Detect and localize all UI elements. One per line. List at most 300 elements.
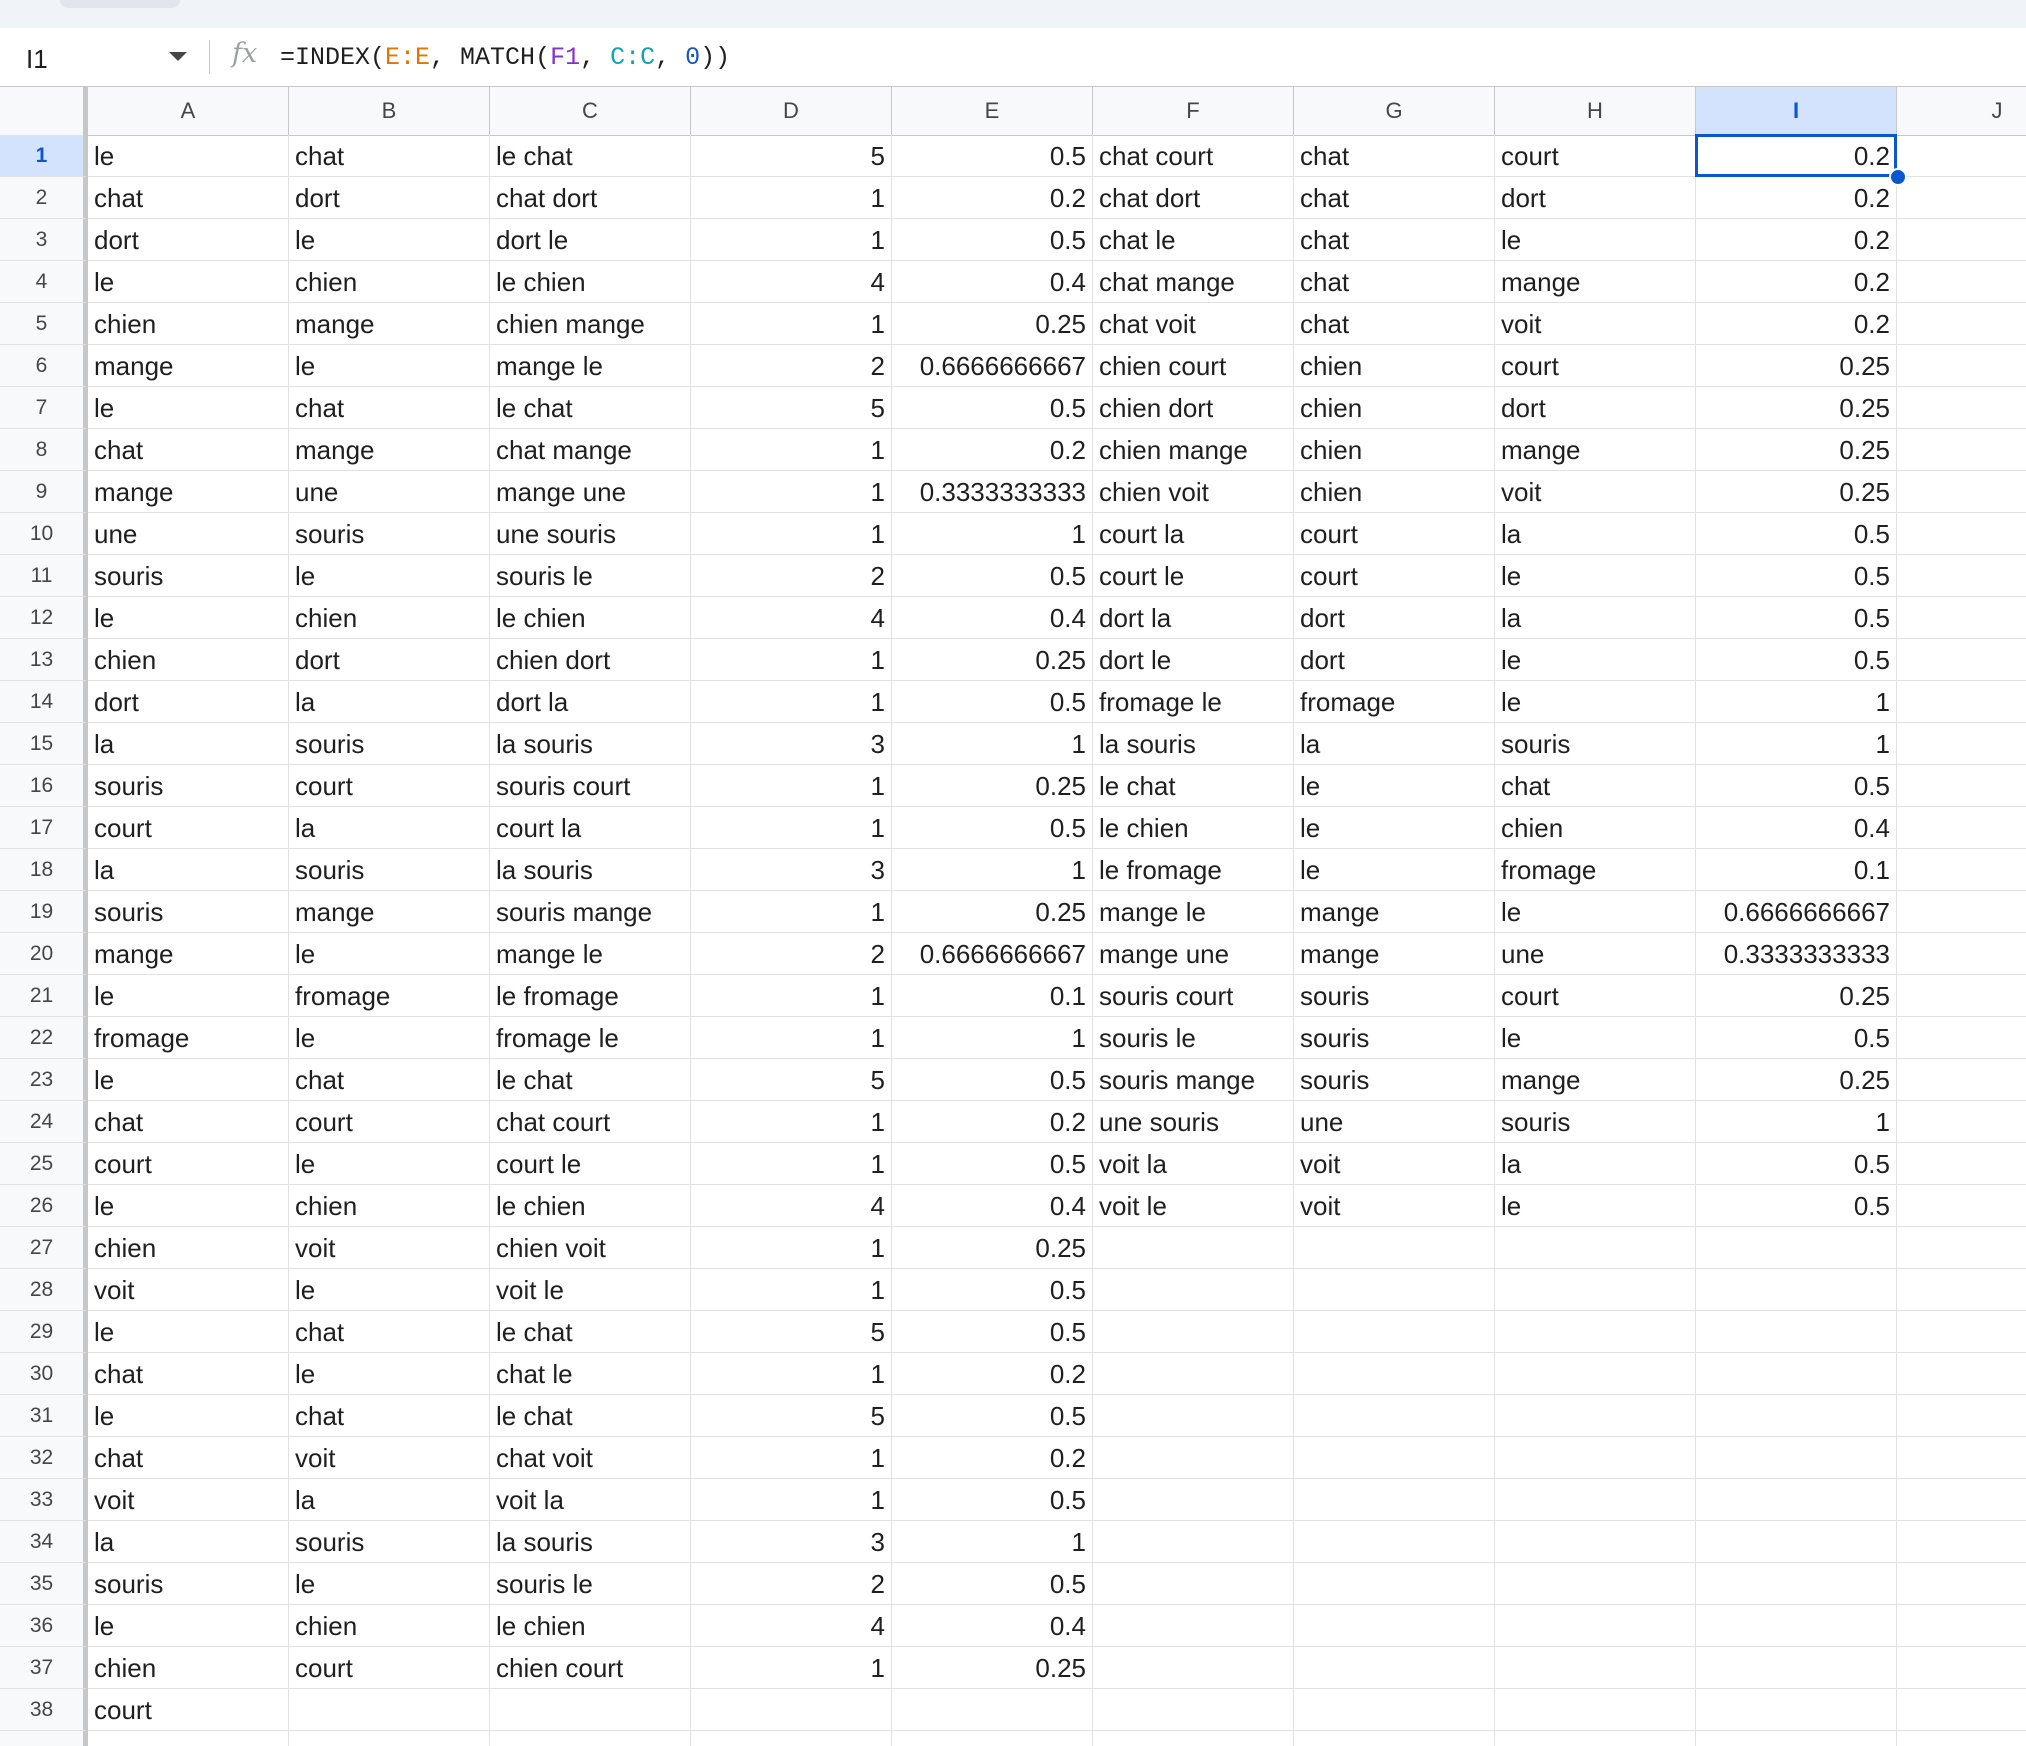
cell-c12[interactable]: le chien bbox=[490, 597, 691, 639]
cell-d4[interactable]: 4 bbox=[691, 261, 892, 303]
cell-j7[interactable] bbox=[1897, 387, 2026, 429]
row-header[interactable]: 9 bbox=[0, 471, 88, 513]
cell-j14[interactable] bbox=[1897, 681, 2026, 723]
cell-f27[interactable] bbox=[1093, 1227, 1294, 1269]
cell-f7[interactable]: chien dort bbox=[1093, 387, 1294, 429]
cell-d37[interactable]: 1 bbox=[691, 1647, 892, 1689]
cell-e1[interactable]: 0.5 bbox=[892, 135, 1093, 177]
row-header[interactable]: 31 bbox=[0, 1395, 88, 1437]
cell-g11[interactable]: court bbox=[1294, 555, 1495, 597]
cell-a34[interactable]: la bbox=[88, 1521, 289, 1563]
cell-c16[interactable]: souris court bbox=[490, 765, 691, 807]
cell-g8[interactable]: chien bbox=[1294, 429, 1495, 471]
cell-h17[interactable]: chien bbox=[1495, 807, 1696, 849]
cell-d17[interactable]: 1 bbox=[691, 807, 892, 849]
cell-i5[interactable]: 0.2 bbox=[1696, 303, 1897, 345]
cell-i32[interactable] bbox=[1696, 1437, 1897, 1479]
cell-i6[interactable]: 0.25 bbox=[1696, 345, 1897, 387]
cell-h27[interactable] bbox=[1495, 1227, 1696, 1269]
cell-a27[interactable]: chien bbox=[88, 1227, 289, 1269]
cell-i7[interactable]: 0.25 bbox=[1696, 387, 1897, 429]
cell-b9[interactable]: une bbox=[289, 471, 490, 513]
cell-g7[interactable]: chien bbox=[1294, 387, 1495, 429]
cell-hx[interactable] bbox=[1495, 1731, 1696, 1746]
cell-a37[interactable]: chien bbox=[88, 1647, 289, 1689]
cell-i15[interactable]: 1 bbox=[1696, 723, 1897, 765]
cell-j26[interactable] bbox=[1897, 1185, 2026, 1227]
row-header[interactable]: 6 bbox=[0, 345, 88, 387]
cell-c15[interactable]: la souris bbox=[490, 723, 691, 765]
cell-f26[interactable]: voit le bbox=[1093, 1185, 1294, 1227]
cell-g18[interactable]: le bbox=[1294, 849, 1495, 891]
cell-b19[interactable]: mange bbox=[289, 891, 490, 933]
cell-g3[interactable]: chat bbox=[1294, 219, 1495, 261]
cell-b21[interactable]: fromage bbox=[289, 975, 490, 1017]
column-header-g[interactable]: G bbox=[1294, 87, 1495, 135]
cell-i27[interactable] bbox=[1696, 1227, 1897, 1269]
row-header[interactable]: 23 bbox=[0, 1059, 88, 1101]
cell-c32[interactable]: chat voit bbox=[490, 1437, 691, 1479]
cell-e25[interactable]: 0.5 bbox=[892, 1143, 1093, 1185]
row-header[interactable]: 26 bbox=[0, 1185, 88, 1227]
cell-g16[interactable]: le bbox=[1294, 765, 1495, 807]
cell-d13[interactable]: 1 bbox=[691, 639, 892, 681]
cell-f2[interactable]: chat dort bbox=[1093, 177, 1294, 219]
cell-b38[interactable] bbox=[289, 1689, 490, 1731]
row-header[interactable]: 33 bbox=[0, 1479, 88, 1521]
cell-f30[interactable] bbox=[1093, 1353, 1294, 1395]
cell-h11[interactable]: le bbox=[1495, 555, 1696, 597]
cell-i8[interactable]: 0.25 bbox=[1696, 429, 1897, 471]
cell-c25[interactable]: court le bbox=[490, 1143, 691, 1185]
row-header[interactable]: 24 bbox=[0, 1101, 88, 1143]
cell-b20[interactable]: le bbox=[289, 933, 490, 975]
cell-cx[interactable] bbox=[490, 1731, 691, 1746]
cell-g24[interactable]: une bbox=[1294, 1101, 1495, 1143]
cell-a2[interactable]: chat bbox=[88, 177, 289, 219]
cell-i29[interactable] bbox=[1696, 1311, 1897, 1353]
cell-f9[interactable]: chien voit bbox=[1093, 471, 1294, 513]
cell-f37[interactable] bbox=[1093, 1647, 1294, 1689]
cell-a28[interactable]: voit bbox=[88, 1269, 289, 1311]
cell-e26[interactable]: 0.4 bbox=[892, 1185, 1093, 1227]
cell-d10[interactable]: 1 bbox=[691, 513, 892, 555]
cell-d7[interactable]: 5 bbox=[691, 387, 892, 429]
cell-b17[interactable]: la bbox=[289, 807, 490, 849]
cell-b27[interactable]: voit bbox=[289, 1227, 490, 1269]
cell-j27[interactable] bbox=[1897, 1227, 2026, 1269]
cell-j35[interactable] bbox=[1897, 1563, 2026, 1605]
cell-h22[interactable]: le bbox=[1495, 1017, 1696, 1059]
cell-h6[interactable]: court bbox=[1495, 345, 1696, 387]
cell-a30[interactable]: chat bbox=[88, 1353, 289, 1395]
cell-g4[interactable]: chat bbox=[1294, 261, 1495, 303]
cell-c37[interactable]: chien court bbox=[490, 1647, 691, 1689]
cell-j8[interactable] bbox=[1897, 429, 2026, 471]
cell-h25[interactable]: la bbox=[1495, 1143, 1696, 1185]
cell-fx[interactable] bbox=[1093, 1731, 1294, 1746]
cell-e17[interactable]: 0.5 bbox=[892, 807, 1093, 849]
cell-b15[interactable]: souris bbox=[289, 723, 490, 765]
row-header[interactable]: 12 bbox=[0, 597, 88, 639]
cell-c18[interactable]: la souris bbox=[490, 849, 691, 891]
cell-e32[interactable]: 0.2 bbox=[892, 1437, 1093, 1479]
cell-h30[interactable] bbox=[1495, 1353, 1696, 1395]
cell-h4[interactable]: mange bbox=[1495, 261, 1696, 303]
cell-j13[interactable] bbox=[1897, 639, 2026, 681]
cell-c2[interactable]: chat dort bbox=[490, 177, 691, 219]
row-header[interactable] bbox=[0, 1731, 88, 1746]
cell-a26[interactable]: le bbox=[88, 1185, 289, 1227]
cell-e11[interactable]: 0.5 bbox=[892, 555, 1093, 597]
cell-b8[interactable]: mange bbox=[289, 429, 490, 471]
cell-h34[interactable] bbox=[1495, 1521, 1696, 1563]
row-header[interactable]: 21 bbox=[0, 975, 88, 1017]
cell-j21[interactable] bbox=[1897, 975, 2026, 1017]
cell-c27[interactable]: chien voit bbox=[490, 1227, 691, 1269]
name-box[interactable] bbox=[0, 28, 205, 86]
cell-d15[interactable]: 3 bbox=[691, 723, 892, 765]
cell-f34[interactable] bbox=[1093, 1521, 1294, 1563]
cell-e9[interactable]: 0.3333333333 bbox=[892, 471, 1093, 513]
cell-i19[interactable]: 0.6666666667 bbox=[1696, 891, 1897, 933]
cell-c7[interactable]: le chat bbox=[490, 387, 691, 429]
cell-e10[interactable]: 1 bbox=[892, 513, 1093, 555]
cell-f20[interactable]: mange une bbox=[1093, 933, 1294, 975]
cell-d25[interactable]: 1 bbox=[691, 1143, 892, 1185]
cell-j25[interactable] bbox=[1897, 1143, 2026, 1185]
cell-e20[interactable]: 0.6666666667 bbox=[892, 933, 1093, 975]
column-header-d[interactable]: D bbox=[691, 87, 892, 135]
row-header[interactable]: 35 bbox=[0, 1563, 88, 1605]
column-header-j[interactable]: J bbox=[1897, 87, 2026, 135]
cell-f32[interactable] bbox=[1093, 1437, 1294, 1479]
cell-h8[interactable]: mange bbox=[1495, 429, 1696, 471]
cell-d29[interactable]: 5 bbox=[691, 1311, 892, 1353]
cell-g35[interactable] bbox=[1294, 1563, 1495, 1605]
cell-a33[interactable]: voit bbox=[88, 1479, 289, 1521]
cell-f18[interactable]: le fromage bbox=[1093, 849, 1294, 891]
row-header[interactable]: 20 bbox=[0, 933, 88, 975]
cell-b5[interactable]: mange bbox=[289, 303, 490, 345]
cell-d20[interactable]: 2 bbox=[691, 933, 892, 975]
cell-d1[interactable]: 5 bbox=[691, 135, 892, 177]
column-header-f[interactable]: F bbox=[1093, 87, 1294, 135]
cell-i25[interactable]: 0.5 bbox=[1696, 1143, 1897, 1185]
cell-i9[interactable]: 0.25 bbox=[1696, 471, 1897, 513]
cell-d6[interactable]: 2 bbox=[691, 345, 892, 387]
cell-a7[interactable]: le bbox=[88, 387, 289, 429]
cell-i2[interactable]: 0.2 bbox=[1696, 177, 1897, 219]
cell-a9[interactable]: mange bbox=[88, 471, 289, 513]
cell-j28[interactable] bbox=[1897, 1269, 2026, 1311]
cell-e13[interactable]: 0.25 bbox=[892, 639, 1093, 681]
cell-c38[interactable] bbox=[490, 1689, 691, 1731]
cell-h7[interactable]: dort bbox=[1495, 387, 1696, 429]
cell-g31[interactable] bbox=[1294, 1395, 1495, 1437]
cell-h33[interactable] bbox=[1495, 1479, 1696, 1521]
cell-b37[interactable]: court bbox=[289, 1647, 490, 1689]
cell-a29[interactable]: le bbox=[88, 1311, 289, 1353]
cell-c26[interactable]: le chien bbox=[490, 1185, 691, 1227]
cell-f31[interactable] bbox=[1093, 1395, 1294, 1437]
cell-c30[interactable]: chat le bbox=[490, 1353, 691, 1395]
cell-h38[interactable] bbox=[1495, 1689, 1696, 1731]
cell-g5[interactable]: chat bbox=[1294, 303, 1495, 345]
cell-f24[interactable]: une souris bbox=[1093, 1101, 1294, 1143]
cell-g23[interactable]: souris bbox=[1294, 1059, 1495, 1101]
cell-i36[interactable] bbox=[1696, 1605, 1897, 1647]
row-header[interactable]: 37 bbox=[0, 1647, 88, 1689]
cell-b14[interactable]: la bbox=[289, 681, 490, 723]
cell-c5[interactable]: chien mange bbox=[490, 303, 691, 345]
cell-j18[interactable] bbox=[1897, 849, 2026, 891]
cell-i33[interactable] bbox=[1696, 1479, 1897, 1521]
cell-e24[interactable]: 0.2 bbox=[892, 1101, 1093, 1143]
cell-i38[interactable] bbox=[1696, 1689, 1897, 1731]
cell-b36[interactable]: chien bbox=[289, 1605, 490, 1647]
cell-d33[interactable]: 1 bbox=[691, 1479, 892, 1521]
cell-j34[interactable] bbox=[1897, 1521, 2026, 1563]
row-header[interactable]: 3 bbox=[0, 219, 88, 261]
cell-i34[interactable] bbox=[1696, 1521, 1897, 1563]
cell-f14[interactable]: fromage le bbox=[1093, 681, 1294, 723]
cell-e8[interactable]: 0.2 bbox=[892, 429, 1093, 471]
cell-a14[interactable]: dort bbox=[88, 681, 289, 723]
cell-e2[interactable]: 0.2 bbox=[892, 177, 1093, 219]
cell-g17[interactable]: le bbox=[1294, 807, 1495, 849]
row-header[interactable]: 34 bbox=[0, 1521, 88, 1563]
cell-h1[interactable]: court bbox=[1495, 135, 1696, 177]
cell-a21[interactable]: le bbox=[88, 975, 289, 1017]
cell-a25[interactable]: court bbox=[88, 1143, 289, 1185]
cell-g2[interactable]: chat bbox=[1294, 177, 1495, 219]
cell-j17[interactable] bbox=[1897, 807, 2026, 849]
cell-d35[interactable]: 2 bbox=[691, 1563, 892, 1605]
cell-a16[interactable]: souris bbox=[88, 765, 289, 807]
cell-b31[interactable]: chat bbox=[289, 1395, 490, 1437]
cell-a32[interactable]: chat bbox=[88, 1437, 289, 1479]
cell-a13[interactable]: chien bbox=[88, 639, 289, 681]
cell-b2[interactable]: dort bbox=[289, 177, 490, 219]
cell-d12[interactable]: 4 bbox=[691, 597, 892, 639]
cell-i23[interactable]: 0.25 bbox=[1696, 1059, 1897, 1101]
cell-c33[interactable]: voit la bbox=[490, 1479, 691, 1521]
cell-d30[interactable]: 1 bbox=[691, 1353, 892, 1395]
cell-c1[interactable]: le chat bbox=[490, 135, 691, 177]
cell-a36[interactable]: le bbox=[88, 1605, 289, 1647]
cell-h29[interactable] bbox=[1495, 1311, 1696, 1353]
cell-c9[interactable]: mange une bbox=[490, 471, 691, 513]
cell-d3[interactable]: 1 bbox=[691, 219, 892, 261]
cell-d27[interactable]: 1 bbox=[691, 1227, 892, 1269]
cell-d14[interactable]: 1 bbox=[691, 681, 892, 723]
cell-f35[interactable] bbox=[1093, 1563, 1294, 1605]
cell-e29[interactable]: 0.5 bbox=[892, 1311, 1093, 1353]
cell-i37[interactable] bbox=[1696, 1647, 1897, 1689]
cell-e15[interactable]: 1 bbox=[892, 723, 1093, 765]
cell-b10[interactable]: souris bbox=[289, 513, 490, 555]
cell-j24[interactable] bbox=[1897, 1101, 2026, 1143]
cell-c35[interactable]: souris le bbox=[490, 1563, 691, 1605]
formula-input[interactable] bbox=[280, 43, 730, 72]
cell-gx[interactable] bbox=[1294, 1731, 1495, 1746]
cell-e6[interactable]: 0.6666666667 bbox=[892, 345, 1093, 387]
cell-b7[interactable]: chat bbox=[289, 387, 490, 429]
row-header[interactable]: 25 bbox=[0, 1143, 88, 1185]
cell-j10[interactable] bbox=[1897, 513, 2026, 555]
row-header[interactable]: 32 bbox=[0, 1437, 88, 1479]
cell-f33[interactable] bbox=[1093, 1479, 1294, 1521]
cell-g1[interactable]: chat bbox=[1294, 135, 1495, 177]
cell-a35[interactable]: souris bbox=[88, 1563, 289, 1605]
cell-e7[interactable]: 0.5 bbox=[892, 387, 1093, 429]
cell-i26[interactable]: 0.5 bbox=[1696, 1185, 1897, 1227]
cell-h12[interactable]: la bbox=[1495, 597, 1696, 639]
cell-d2[interactable]: 1 bbox=[691, 177, 892, 219]
cell-a24[interactable]: chat bbox=[88, 1101, 289, 1143]
cell-c3[interactable]: dort le bbox=[490, 219, 691, 261]
cell-b32[interactable]: voit bbox=[289, 1437, 490, 1479]
cell-a6[interactable]: mange bbox=[88, 345, 289, 387]
cell-f4[interactable]: chat mange bbox=[1093, 261, 1294, 303]
cell-a1[interactable]: le bbox=[88, 135, 289, 177]
cell-a19[interactable]: souris bbox=[88, 891, 289, 933]
cell-i14[interactable]: 1 bbox=[1696, 681, 1897, 723]
cell-f36[interactable] bbox=[1093, 1605, 1294, 1647]
cell-g28[interactable] bbox=[1294, 1269, 1495, 1311]
row-header[interactable]: 17 bbox=[0, 807, 88, 849]
cell-c4[interactable]: le chien bbox=[490, 261, 691, 303]
cell-e33[interactable]: 0.5 bbox=[892, 1479, 1093, 1521]
cell-g30[interactable] bbox=[1294, 1353, 1495, 1395]
cell-a15[interactable]: la bbox=[88, 723, 289, 765]
cell-b4[interactable]: chien bbox=[289, 261, 490, 303]
cell-i12[interactable]: 0.5 bbox=[1696, 597, 1897, 639]
cell-c28[interactable]: voit le bbox=[490, 1269, 691, 1311]
cell-c20[interactable]: mange le bbox=[490, 933, 691, 975]
cell-g21[interactable]: souris bbox=[1294, 975, 1495, 1017]
cell-h18[interactable]: fromage bbox=[1495, 849, 1696, 891]
cell-e22[interactable]: 1 bbox=[892, 1017, 1093, 1059]
cell-i13[interactable]: 0.5 bbox=[1696, 639, 1897, 681]
cell-c31[interactable]: le chat bbox=[490, 1395, 691, 1437]
cell-j1[interactable] bbox=[1897, 135, 2026, 177]
cell-b16[interactable]: court bbox=[289, 765, 490, 807]
cell-g6[interactable]: chien bbox=[1294, 345, 1495, 387]
cell-d8[interactable]: 1 bbox=[691, 429, 892, 471]
cell-g20[interactable]: mange bbox=[1294, 933, 1495, 975]
row-header[interactable]: 36 bbox=[0, 1605, 88, 1647]
cell-d18[interactable]: 3 bbox=[691, 849, 892, 891]
cell-e16[interactable]: 0.25 bbox=[892, 765, 1093, 807]
cell-d38[interactable] bbox=[691, 1689, 892, 1731]
cell-b11[interactable]: le bbox=[289, 555, 490, 597]
cell-bx[interactable] bbox=[289, 1731, 490, 1746]
cell-e38[interactable] bbox=[892, 1689, 1093, 1731]
cell-b33[interactable]: la bbox=[289, 1479, 490, 1521]
cell-f12[interactable]: dort la bbox=[1093, 597, 1294, 639]
row-header[interactable]: 38 bbox=[0, 1689, 88, 1731]
cell-f38[interactable] bbox=[1093, 1689, 1294, 1731]
cell-b12[interactable]: chien bbox=[289, 597, 490, 639]
cell-b24[interactable]: court bbox=[289, 1101, 490, 1143]
cell-g38[interactable] bbox=[1294, 1689, 1495, 1731]
cell-b35[interactable]: le bbox=[289, 1563, 490, 1605]
fill-handle[interactable] bbox=[1889, 168, 1907, 186]
cell-a8[interactable]: chat bbox=[88, 429, 289, 471]
cell-g19[interactable]: mange bbox=[1294, 891, 1495, 933]
cell-h3[interactable]: le bbox=[1495, 219, 1696, 261]
cell-g29[interactable] bbox=[1294, 1311, 1495, 1353]
cell-j3[interactable] bbox=[1897, 219, 2026, 261]
cell-h2[interactable]: dort bbox=[1495, 177, 1696, 219]
cell-h5[interactable]: voit bbox=[1495, 303, 1696, 345]
cell-f22[interactable]: souris le bbox=[1093, 1017, 1294, 1059]
cell-b25[interactable]: le bbox=[289, 1143, 490, 1185]
cell-j33[interactable] bbox=[1897, 1479, 2026, 1521]
cell-f6[interactable]: chien court bbox=[1093, 345, 1294, 387]
cell-b3[interactable]: le bbox=[289, 219, 490, 261]
cell-i24[interactable]: 1 bbox=[1696, 1101, 1897, 1143]
cell-j2[interactable] bbox=[1897, 177, 2026, 219]
cell-c6[interactable]: mange le bbox=[490, 345, 691, 387]
row-header[interactable]: 4 bbox=[0, 261, 88, 303]
cell-i4[interactable]: 0.2 bbox=[1696, 261, 1897, 303]
cell-j4[interactable] bbox=[1897, 261, 2026, 303]
cell-b23[interactable]: chat bbox=[289, 1059, 490, 1101]
cell-i18[interactable]: 0.1 bbox=[1696, 849, 1897, 891]
cell-i21[interactable]: 0.25 bbox=[1696, 975, 1897, 1017]
cell-h14[interactable]: le bbox=[1495, 681, 1696, 723]
cell-d31[interactable]: 5 bbox=[691, 1395, 892, 1437]
cell-h35[interactable] bbox=[1495, 1563, 1696, 1605]
cell-j30[interactable] bbox=[1897, 1353, 2026, 1395]
cell-f11[interactable]: court le bbox=[1093, 555, 1294, 597]
cell-a11[interactable]: souris bbox=[88, 555, 289, 597]
row-header[interactable]: 19 bbox=[0, 891, 88, 933]
cell-j5[interactable] bbox=[1897, 303, 2026, 345]
column-header-a[interactable]: A bbox=[88, 87, 289, 135]
cell-g34[interactable] bbox=[1294, 1521, 1495, 1563]
cell-c23[interactable]: le chat bbox=[490, 1059, 691, 1101]
cell-i35[interactable] bbox=[1696, 1563, 1897, 1605]
cell-b6[interactable]: le bbox=[289, 345, 490, 387]
cell-d9[interactable]: 1 bbox=[691, 471, 892, 513]
cell-e36[interactable]: 0.4 bbox=[892, 1605, 1093, 1647]
cell-c21[interactable]: le fromage bbox=[490, 975, 691, 1017]
cell-c36[interactable]: le chien bbox=[490, 1605, 691, 1647]
cell-f28[interactable] bbox=[1093, 1269, 1294, 1311]
cell-c17[interactable]: court la bbox=[490, 807, 691, 849]
cell-j23[interactable] bbox=[1897, 1059, 2026, 1101]
cell-h9[interactable]: voit bbox=[1495, 471, 1696, 513]
cell-i17[interactable]: 0.4 bbox=[1696, 807, 1897, 849]
cell-e12[interactable]: 0.4 bbox=[892, 597, 1093, 639]
cell-g14[interactable]: fromage bbox=[1294, 681, 1495, 723]
cell-g36[interactable] bbox=[1294, 1605, 1495, 1647]
cell-f29[interactable] bbox=[1093, 1311, 1294, 1353]
cell-a4[interactable]: le bbox=[88, 261, 289, 303]
cell-b26[interactable]: chien bbox=[289, 1185, 490, 1227]
cell-e30[interactable]: 0.2 bbox=[892, 1353, 1093, 1395]
cell-a31[interactable]: le bbox=[88, 1395, 289, 1437]
cell-f23[interactable]: souris mange bbox=[1093, 1059, 1294, 1101]
cell-i10[interactable]: 0.5 bbox=[1696, 513, 1897, 555]
cell-f16[interactable]: le chat bbox=[1093, 765, 1294, 807]
cell-h28[interactable] bbox=[1495, 1269, 1696, 1311]
cell-a5[interactable]: chien bbox=[88, 303, 289, 345]
